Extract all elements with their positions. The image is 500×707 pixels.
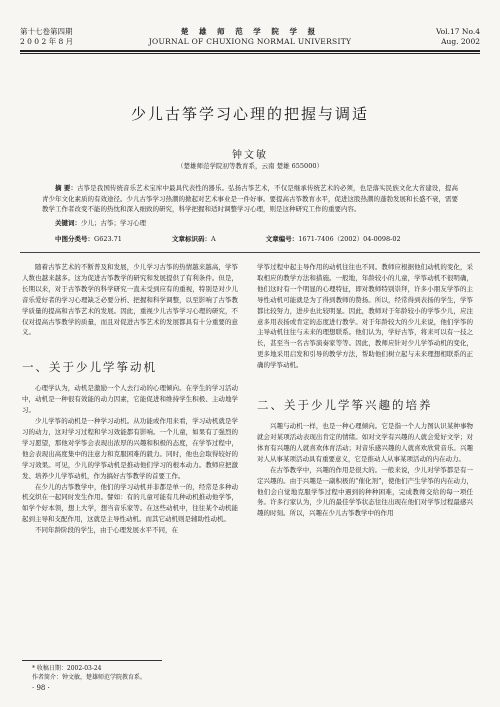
header-rule-thick bbox=[20, 50, 480, 52]
header-vol-no bbox=[436, 27, 480, 47]
footnote bbox=[32, 664, 146, 682]
abstract-rule bbox=[20, 252, 480, 253]
page-number: · 98 · bbox=[32, 684, 50, 692]
article-id bbox=[266, 235, 425, 243]
footnote-rule bbox=[22, 660, 162, 661]
id-label: 文章编号： bbox=[265, 235, 299, 243]
article-title: 少儿古筝学习心理的把握与调适 bbox=[130, 105, 369, 123]
id-value: 1671-7406（2002）04-0098-02 bbox=[298, 235, 401, 243]
body-paragraph: 少儿学筝的动机是一种学习动机。从功能或作用来看，学习动机就是学习的动力，这对学习过程和学习效能都有影响。一个儿童，如果有了强烈的学习愿望，那他对学筝会表现出浓厚的兴趣和积极的态度，在学筝过程中，他会表现出高度集中的注意力和克服困难的毅力。同时，他也会取得较好的学习效果。可见，少儿的学筝动机是推动他们学习的根本动力。教师应把激发、培养少儿学筝动机，作为搞好古筝教学的首要工作。 bbox=[22, 417, 238, 480]
article-author: 钟文敏 bbox=[232, 150, 268, 161]
doc-label: 文章标识码： bbox=[172, 235, 212, 243]
class-number bbox=[55, 235, 146, 243]
right-column bbox=[257, 262, 473, 519]
keywords-label: 关键词： bbox=[55, 219, 81, 227]
abstract-text: 古筝是我国传统音乐艺术宝库中最具代表性的器乐。弘扬古筝艺术，不仅是继承传统艺术的必须，也是落实民族文化大省建设，提高青少年文化素质的有效途径。少儿古筝学习热潮的掀起对艺术事业是一件好事。要提高古筝教育水平，促进这股热潮的蓬勃发展和长盛不衰，需要教学工作者改变不能的热忱和深入细致的研究，科学把握和适时调整学习心理，则是这种研究工作的重要内容。 bbox=[42, 184, 459, 213]
class-value: G623.71 bbox=[94, 235, 122, 243]
footnote-received: * 收稿日期：2002-03-24 bbox=[32, 665, 102, 672]
header-volume-en: Vol.17 No.4 bbox=[435, 27, 480, 36]
doc-code bbox=[172, 235, 240, 243]
intro-paragraph: 随着古筝艺术的不断普及和发展，少儿学习古筝的热情越来越高，学筝人数也越来越多。这为促进古筝教学的研究和发展提供了有利条件。但是，长期以来，对于古筝教学的科学研究一直未受到应有的重视，特别是对少儿音乐爱好者的学习心理缺乏必要分析、把握和科学调整，以至影响了古筝教学质量的提高和古筝艺术的发展。因此，重视少儿古筝学习心理的研究，不仅对提高古筝教学的质量，而且对促进古筝艺术的发展都具有十分重要的意义。 bbox=[22, 263, 238, 337]
body-paragraph: 心理学认为，动机是激励一个人去行动的心理倾向。在学生的学习活动中，动机是一种很有效能的动力因素，它能促进和维持学生积极、主动地学习。 bbox=[22, 384, 238, 415]
body-paragraph: 兴趣与动机一样，也是一种心理倾向。它是指一个人力图认识某种事物就会对某项活动表现出肯定的情绪。如对文学有兴趣的人就会爱好文学；对体育有兴趣的人就喜欢体育活动；对音乐感兴趣的人就喜欢欣赏音乐。兴趣对人从事某项活动具有重要意义，它是推动人从事某项活动的内在动力。 bbox=[257, 422, 473, 463]
header-date-en: Aug. 2002 bbox=[441, 37, 480, 46]
article-affiliation: （楚雄师范学院初等教育系，云南 楚雄 655000） bbox=[177, 162, 323, 170]
abstract-label: 摘 要： bbox=[55, 184, 78, 192]
journal-name-cn: 楚 雄 师 范 学 院 学 报 bbox=[180, 27, 320, 36]
keywords-text: 少儿；古筝；学习心理 bbox=[81, 219, 146, 227]
header-rule-thin bbox=[20, 53, 480, 54]
body-paragraph: 在古筝教学中，兴趣的作用是很大的。一般来说，少儿对学筝都是有一定兴趣的。由于兴趣是一副积极的“催化剂”，使他们产生学筝的内在动力，他们会自觉地克服学筝过程中遇到的种种困难，完成教师交给的每一项任务。许多行家认为，少儿的最佳学筝状态往往出现在他们对学筝过程最感兴趣的时刻。所以，兴趣在少儿古筝教学中的作用 bbox=[257, 465, 473, 518]
header-issue bbox=[20, 27, 73, 47]
classification-line bbox=[55, 234, 455, 243]
section-heading-2: 二、关于少儿学筝兴趣的培养 bbox=[257, 398, 433, 413]
header-journal bbox=[120, 27, 380, 47]
footnote-author: 作者简介：钟文敏，楚雄师范学院教育系。 bbox=[32, 674, 147, 681]
keywords bbox=[55, 218, 146, 227]
body-paragraph: 不同年龄阶段的学生，由于心理发展水平不同，在 bbox=[35, 526, 178, 535]
body-paragraph: 在少儿的古筝教学中，他们的学习动机并非都是单一的，经常是多种动机交织在一起同时发生作用。譬如：有的儿童可能有几种动机推动他学筝，如学个好本领，想上大学，想当音乐家等。在这些动机中，往往某个动机能起到主导和支配作用，这就是主导性动机。而其它动机则是辅助性动机。 bbox=[22, 482, 238, 524]
section-heading-1: 一、关于少儿学筝动机 bbox=[22, 360, 157, 375]
left-column bbox=[22, 262, 238, 536]
header-volume: 第十七卷第四期 bbox=[20, 27, 73, 36]
doc-value: A bbox=[211, 235, 216, 243]
journal-name-en: JOURNAL OF CHUXIONG NORMAL UNIVERSITY bbox=[148, 37, 352, 46]
body-paragraph: 学筝过程中起主导作用的动机往往也不同。教师应根据他们动机的变化，采取相应的教学方法和措施。一般地，年龄较小的儿童，学筝动机不很明确，他们这时有一个明显的心理特征，即对教师特别崇拜，许多小朋友学筝的主导性动机可能就是为了得到教师的赞扬。所以，经常得到表扬的学生，学筝都比较努力，进步也比较明显。因此，教师对于年龄较小的学筝少儿，应注意多用表扬或肯定的态度进行教学。对于年龄较大的少儿来说，他们学筝的主导动机往往与未来的理想联系。他们认为，学好古筝，将来可以有一技之长，甚至当一名古筝演奏家等等。因此，教师应针对少儿学筝动机的变化，更多地采用启发和引导的教学方法，帮助他们树立起与未来理想相联系的正确的学筝动机。 bbox=[257, 263, 473, 370]
abstract bbox=[42, 183, 458, 215]
header-date: 2 0 0 2 年 8 月 bbox=[20, 37, 74, 46]
class-label: 中图分类号： bbox=[55, 235, 94, 243]
